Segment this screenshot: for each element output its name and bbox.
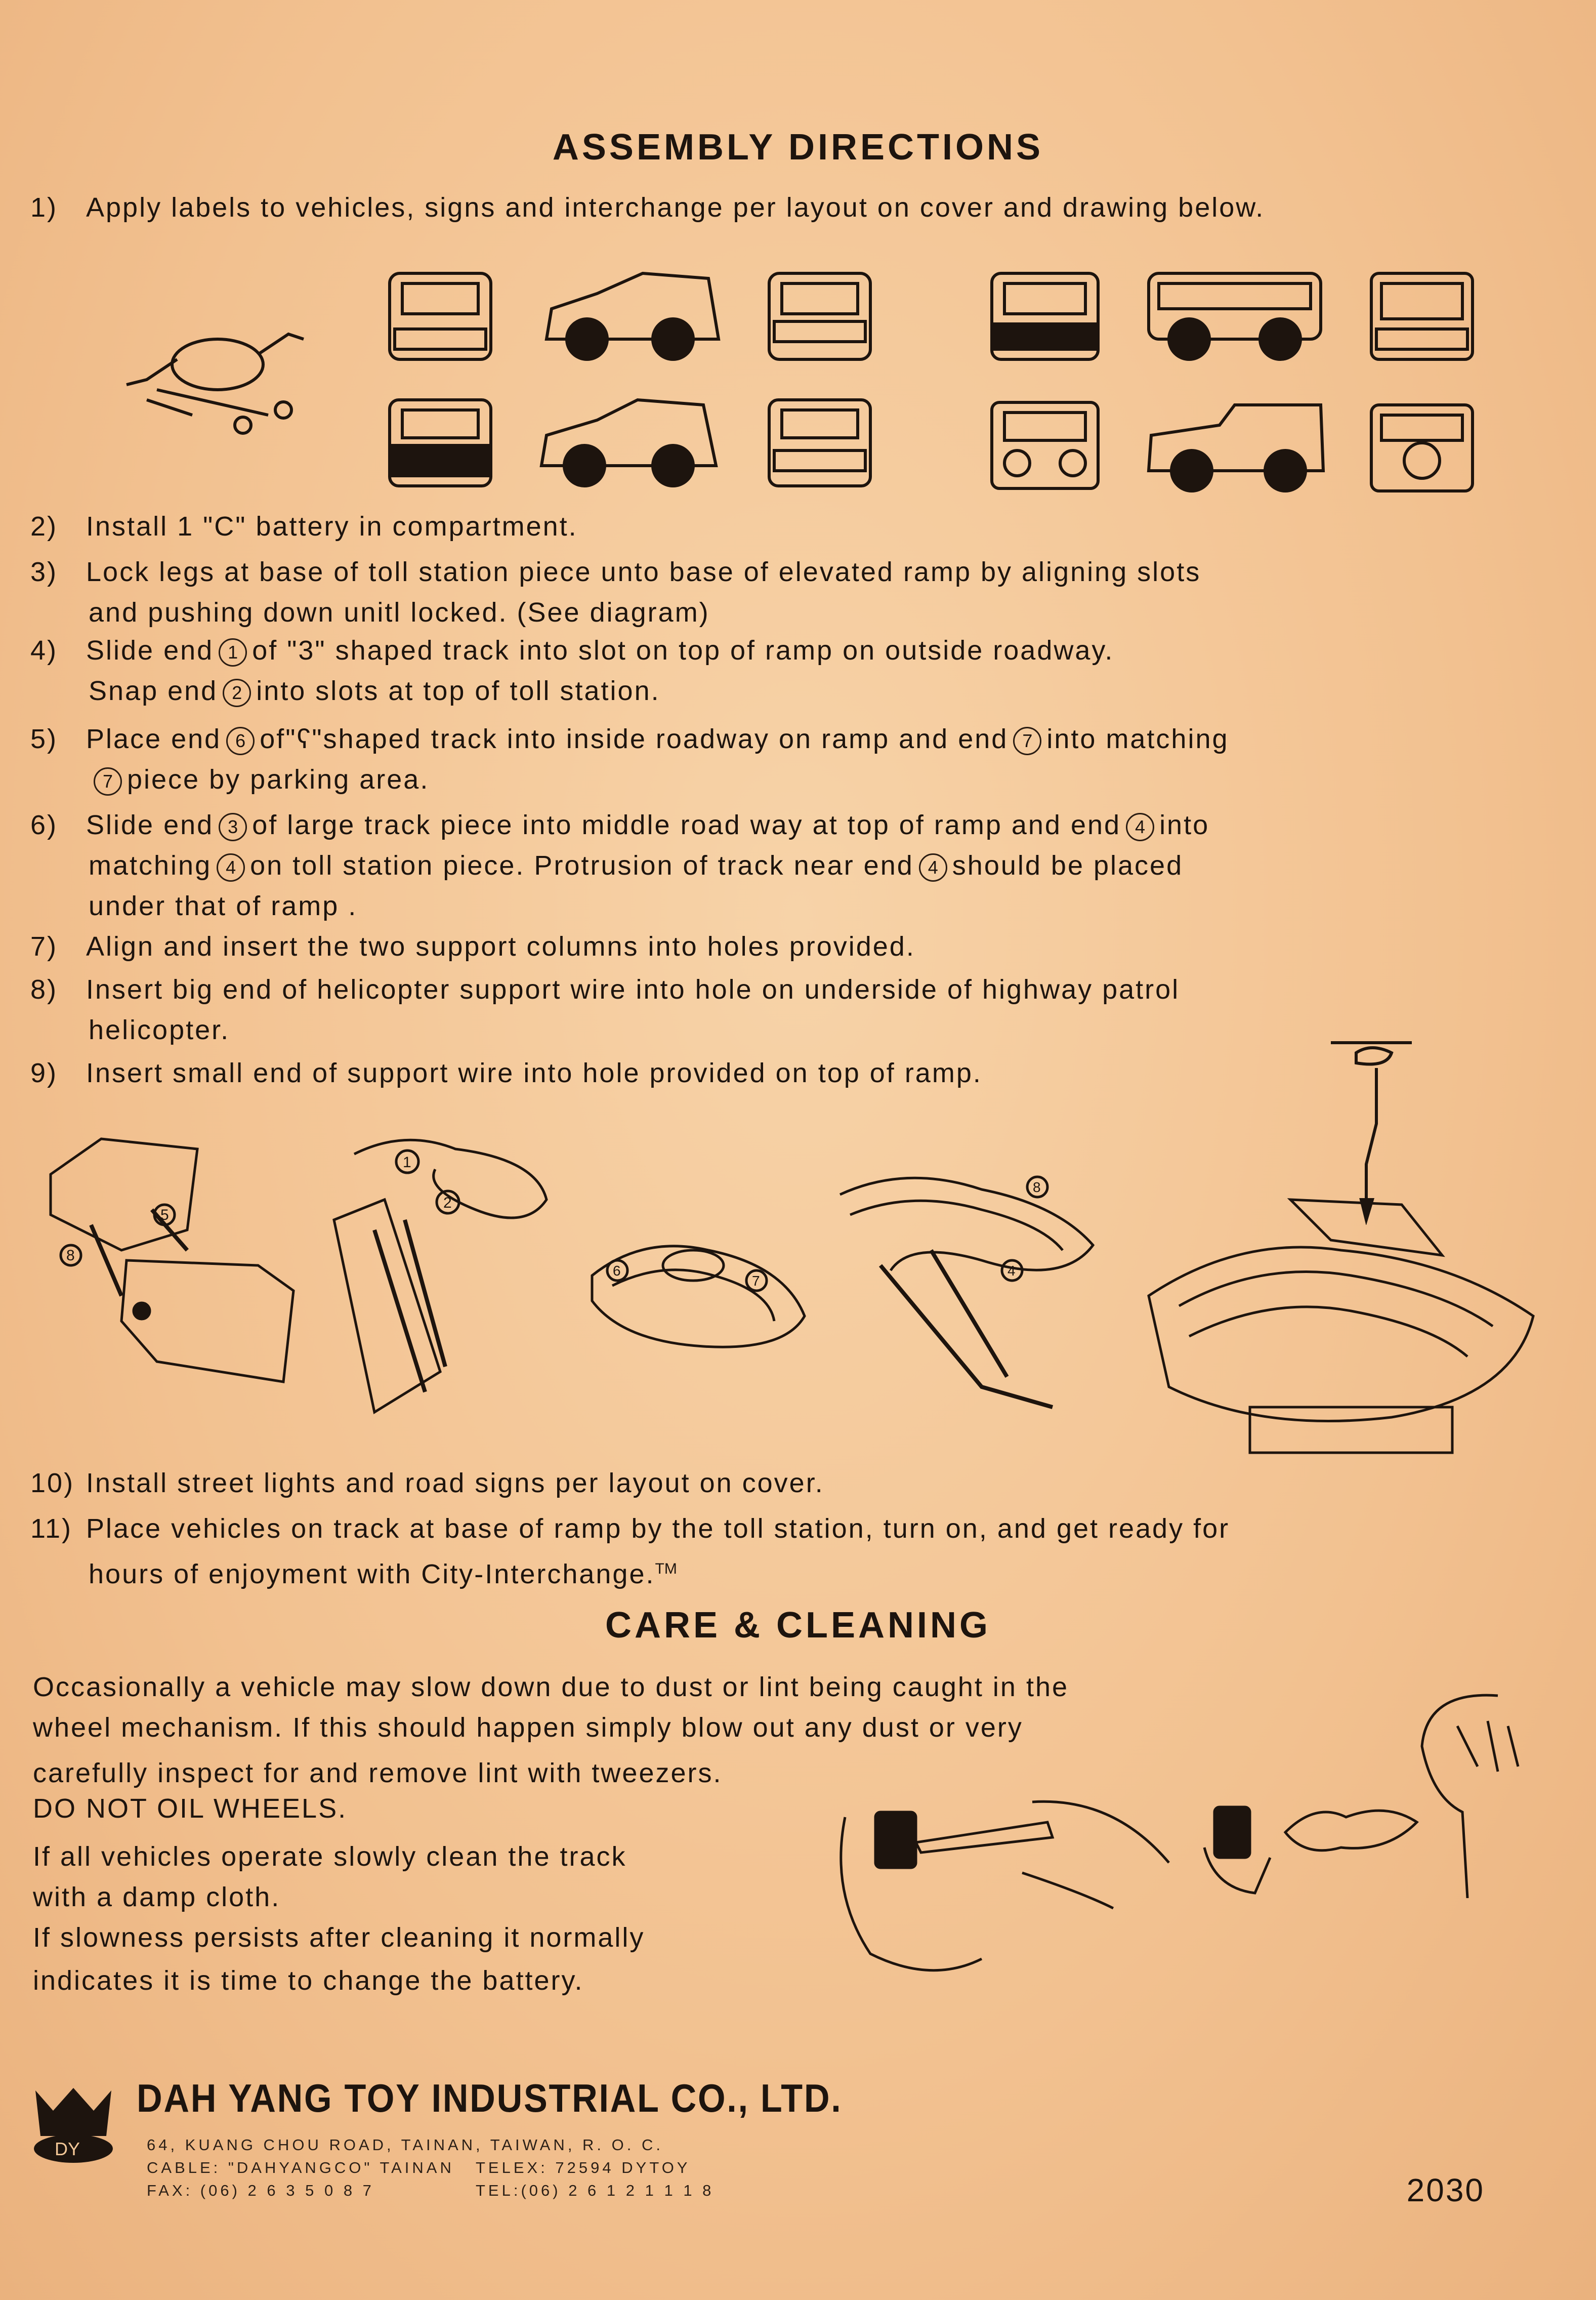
trademark-mark: TM	[655, 1560, 677, 1577]
svg-text:2: 2	[443, 1195, 452, 1211]
step-6: 6) Slide end 3 of large track piece into middle road way at top of ramp and end 4 into matching 4 on toll station piece. Protrusion of track near end 4 should be placed under that of ramp .	[30, 810, 1210, 921]
company-name: DAH YANG TOY INDUSTRIAL CO., LTD.	[137, 2076, 843, 2120]
completed-interchange-diagram	[1139, 1195, 1553, 1458]
svg-text:7: 7	[752, 1273, 760, 1289]
marker-3: 3	[219, 813, 247, 841]
svg-text:6: 6	[613, 1263, 621, 1279]
blowing-face-illustration	[1194, 1686, 1548, 1898]
company-telex: TELEX: 72594 DYTOY	[476, 2159, 691, 2176]
svg-text:8: 8	[66, 1247, 75, 1264]
company-cable: CABLE: "DAHYANGCO" TAINAN	[147, 2159, 454, 2176]
step-7: 7) Align and insert the two support columns into holes provided.	[30, 931, 915, 962]
track-diagram	[830, 1164, 1113, 1417]
svg-text:4: 4	[1007, 1263, 1016, 1279]
jeep-rear-illustration	[1366, 400, 1478, 496]
svg-text:DY: DY	[55, 2139, 80, 2159]
car-front-illustration	[385, 263, 496, 364]
marker-7: 7	[1013, 727, 1041, 755]
svg-text:5: 5	[160, 1207, 169, 1223]
sedan-side-illustration	[536, 390, 724, 491]
marker-4b: 4	[217, 853, 245, 882]
step-10: 10) Install street lights and road signs per layout on cover.	[30, 1468, 824, 1498]
care-line-7: If slowness persists after cleaning it normally	[33, 1922, 645, 1953]
step-5: 5) Place end 6 of"ʕ"shaped track into inside roadway on ramp and end 7 into matching 7 piece by parking area.	[30, 724, 1229, 795]
jeep-front-illustration	[987, 397, 1103, 499]
van-side-illustration	[1144, 263, 1326, 364]
ramp-diagram	[324, 1129, 557, 1417]
care-line-1: Occasionally a vehicle may slow down due to dust or lint being caught in the	[33, 1672, 1069, 1702]
marker-6: 6	[226, 727, 255, 755]
van-front-illustration	[987, 268, 1103, 364]
care-warning: DO NOT OIL WHEELS.	[33, 1793, 348, 1824]
company-tel: TEL:(06) 2 6 1 2 1 1 1 8	[476, 2182, 715, 2199]
care-line-2: wheel mechanism. If this should happen simply blow out any dust or very	[33, 1712, 1023, 1743]
van-rear-illustration	[1366, 268, 1478, 364]
car-rear-illustration	[764, 263, 875, 364]
document-code: 2030	[1406, 2172, 1485, 2208]
step-4: 4) Slide end 1 of "3" shaped track into slot on top of ramp on outside roadway. Snap end 2 into slots at top of toll station.	[30, 635, 1114, 706]
helicopter-illustration	[116, 299, 314, 445]
car-side-illustration	[541, 263, 724, 364]
sedan-front-illustration	[385, 395, 496, 491]
care-line-6: with a damp cloth.	[33, 1882, 281, 1912]
care-line-5: If all vehicles operate slowly clean the track	[33, 1841, 627, 1872]
page-title: ASSEMBLY DIRECTIONS	[552, 127, 1044, 168]
company-address: 64, KUANG CHOU ROAD, TAINAN, TAIWAN, R. O. C.	[147, 2136, 663, 2154]
step-8: 8) Insert big end of helicopter support wire into hole on underside of highway patrol helicopter.	[30, 974, 1180, 1045]
parking-diagram	[582, 1225, 820, 1367]
care-line-8: indicates it is time to change the battery.	[33, 1965, 584, 1996]
step-9: 9) Insert small end of support wire into hole provided on top of ramp.	[30, 1058, 982, 1088]
step-3: 3) Lock legs at base of toll station piece unto base of elevated ramp by aligning slots and pushing down unitl locked. (See diagram)	[30, 557, 1201, 628]
care-line-3: carefully inspect for and remove lint with tweezers.	[33, 1758, 723, 1788]
marker-4: 4	[1126, 813, 1154, 841]
marker-1: 1	[219, 638, 247, 667]
care-title: CARE & CLEANING	[605, 1605, 991, 1646]
dy-logo	[30, 2080, 116, 2166]
jeep-side-illustration	[1144, 395, 1331, 496]
step-11: 11) Place vehicles on track at base of ramp by the toll station, turn on, and get ready for hours of enjoyment with City-Interchange.™	[30, 1513, 1230, 1589]
marker-2: 2	[223, 679, 251, 707]
sedan-rear-illustration	[764, 395, 875, 491]
step-2: 2) Install 1 "C" battery in compartment.	[30, 511, 578, 542]
marker-7b: 7	[94, 767, 122, 796]
step-1: 1) Apply labels to vehicles, signs and interchange per layout on cover and drawing below.	[30, 192, 1265, 223]
company-fax: FAX: (06) 2 6 3 5 0 8 7	[147, 2182, 374, 2199]
toll-station-diagram	[30, 1129, 304, 1397]
marker-4c: 4	[919, 853, 947, 882]
svg-text:1: 1	[403, 1154, 411, 1171]
svg-text:8: 8	[1033, 1179, 1041, 1195]
tweezers-hands-illustration	[830, 1792, 1179, 1984]
